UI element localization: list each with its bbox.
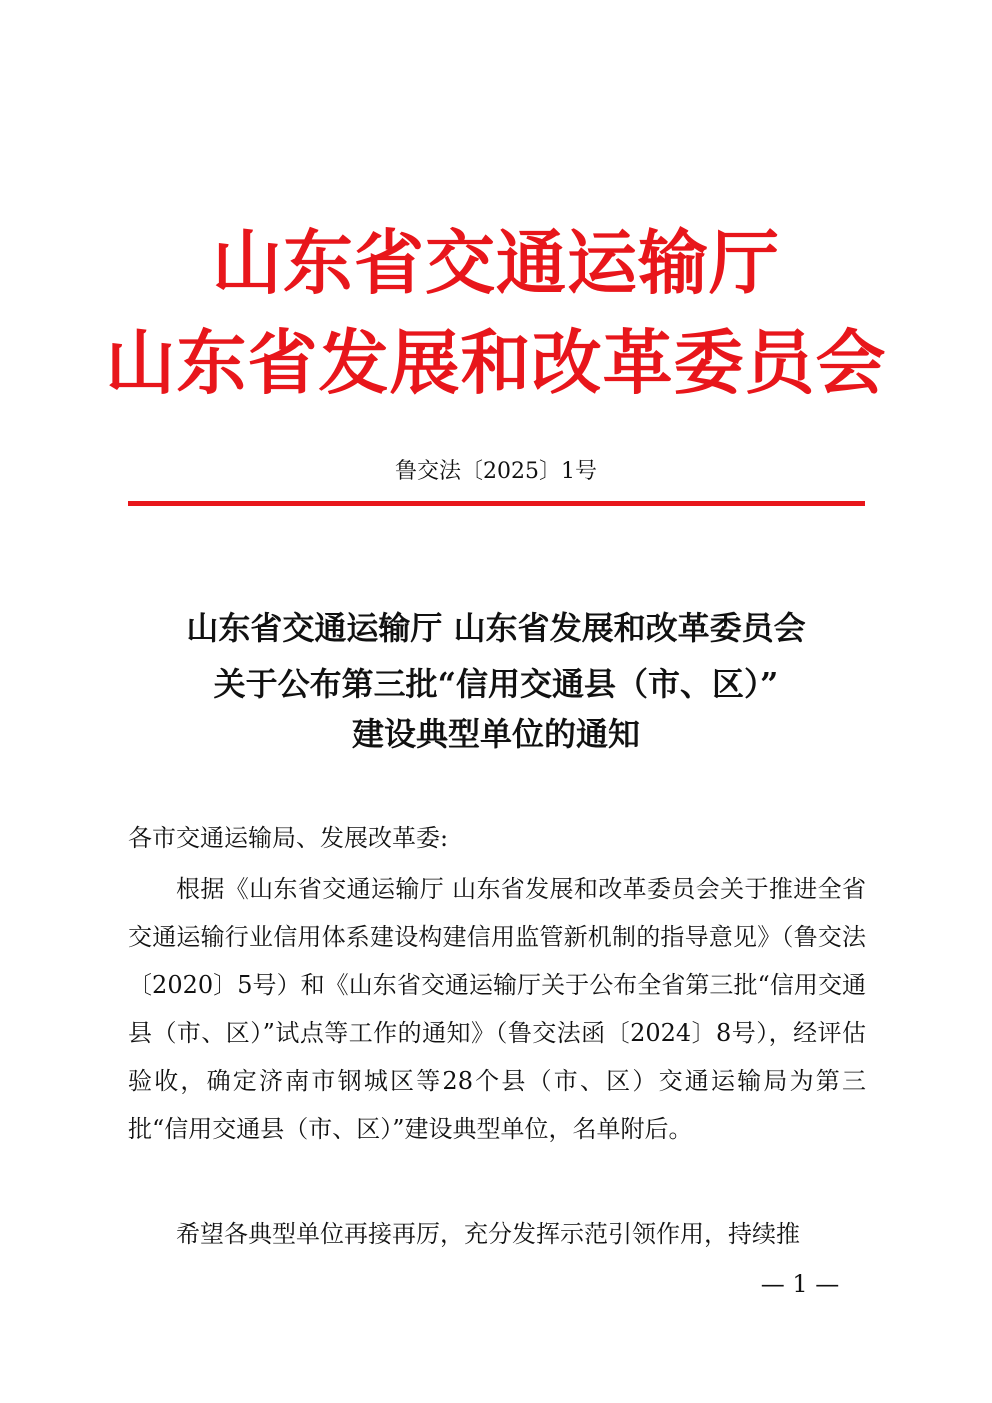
document-number: 鲁交法〔2025〕1号 [395, 459, 597, 484]
document-title-line-3: 建设典型单位的通知 [351, 715, 640, 753]
issuer-name-development-reform: 山东省发展和改革委员会 [105, 321, 887, 404]
body-paragraph: 希望各典型单位再接再厉，充分发挥示范引领作用，持续推 [176, 1220, 800, 1248]
page-number: — 1 — [760, 1270, 840, 1298]
issuer-name-transport: 山东省交通运输厅 [212, 221, 780, 304]
document-title-line-2: 关于公布第三批“信用交通县（市、区）” [213, 665, 779, 703]
body-paragraph: 根据《山东省交通运输厅 山东省发展和改革委员会关于推进全省交通运输行业信用体系建设构建信用监管新机制的指导意见》（鲁交法〔2020〕5号）和《山东省交通运输厅关于公布全省第三批“信用交通县（市、区）”试点等工作的通知》（鲁交法函〔2024〕8号），经评估验收，确定济南市钢城区等28个县（市、区）交通运输局为第三批“信用交通县（市、区）”建设典型单位，名单附后。 [128, 875, 866, 1143]
document-title-line-1: 山东省交通运输厅 山东省发展和改革委员会 [186, 609, 806, 647]
red-separator-line [128, 501, 865, 506]
addressee: 各市交通运输局、发展改革委: [128, 824, 449, 852]
